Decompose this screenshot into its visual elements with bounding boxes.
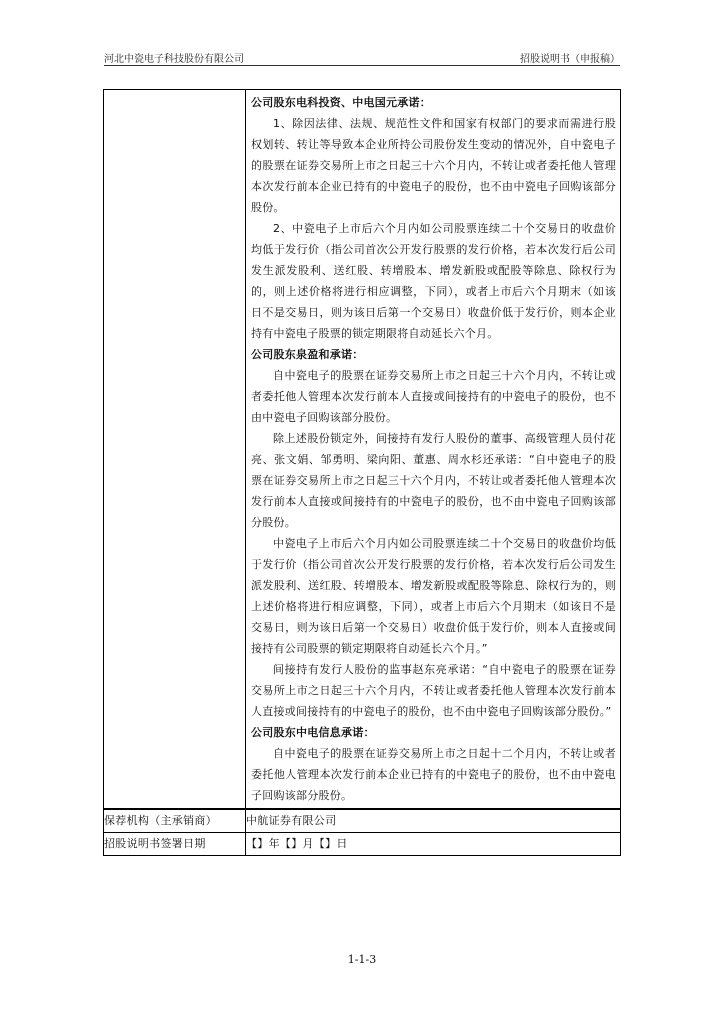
commitment-paragraph: 1、除因法律、法规、规范性文件和国家有权部门的要求而需进行股权划转、转让等导致本企业所持公司股份发生变动的情况外，自中瓷电子的股票在证券交易所上市之日起三十六个月内，不转让或者委托他人管理本次发行前本企业已持有的中瓷电子的股份，也不由中瓷电子回购该部分股份。 bbox=[251, 117, 616, 214]
sponsor-row bbox=[104, 809, 621, 833]
signing-date-label: 招股说明书签署日期 bbox=[104, 833, 246, 856]
signing-date-row bbox=[104, 833, 621, 856]
sponsor-label: 保荐机构（主承销商） bbox=[104, 809, 246, 833]
sponsor-value: 中航证券有限公司 bbox=[246, 809, 621, 833]
signing-date-value: 【】年【】月【】日 bbox=[246, 833, 621, 856]
commitment-paragraph: 除上述股份锁定外，间接持有发行人股份的董事、高级管理人员付花亮、张文娟、邹勇明、梁向阳、董惠、周水杉还承诺：“自中瓷电子的股票在证券交易所上市之日起三十六个月内，不转让或者委托他人管理本次发行前本人直接或间接持有的中瓷电子的股份，也不由中瓷电子回购该部分股份。 bbox=[251, 432, 616, 529]
commitment-paragraph: 自中瓷电子的股票在证券交易所上市之日起三十六个月内，不转让或者委托他人管理本次发行前本人直接或间接持有的中瓷电子的股份，也不由中瓷电子回购该部分股份。 bbox=[251, 369, 616, 424]
commitment-heading: 公司股东泉盈和承诺： bbox=[251, 348, 364, 361]
commitment-paragraph: 自中瓷电子的股票在证券交易所上市之日起十二个月内，不转让或者委托他人管理本次发行前本企业已持有的中瓷电子的股份，也不由中瓷电子回购该部分股份。 bbox=[251, 747, 616, 802]
header-rule bbox=[104, 65, 620, 66]
header-company-name: 河北中瓷电子科技股份有限公司 bbox=[104, 54, 244, 65]
header-document-type: 招股说明书（申报稿） bbox=[520, 54, 620, 65]
commitment-paragraph: 2、中瓷电子上市后六个月内如公司股票连续二十个交易日的收盘价均低于发行价（指公司首次公开发行股票的发行价格，若本次发行后公司发生派发股利、送红股、转增股本、增发新股或配股等除息、除权行为的，则上述价格将进行相应调整，下同），或者上市后六个月期末（如该日不是交易日，则为该日后第一个交易日）收盘价低于发行价，则本企业持有中瓷电子股票的锁定期限将自动延长六个月。 bbox=[251, 222, 616, 340]
commitment-heading: 公司股东电科投资、中电国元承诺： bbox=[251, 96, 431, 109]
commitment-paragraph: 间接持有发行人股份的监事赵东亮承诺：“自中瓷电子的股票在证券交易所上市之日起三十六个月内，不转让或者委托他人管理本次发行前本人直接或间接持有的中瓷电子的股份，也不由中瓷电子回购该部分股份。” bbox=[251, 663, 616, 718]
page-number: 1-1-3 bbox=[347, 953, 377, 966]
lockup-commitment-row bbox=[104, 90, 621, 810]
commitment-paragraph: 中瓷电子上市后六个月内如公司股票连续二十个交易日的收盘价均低于发行价（指公司首次公开发行股票的发行价格，若本次发行后公司发生派发股利、送红股、转增股本、增发新股或配股等除息、除权行为的，则上述价格将进行相应调整，下同），或者上市后六个月期末（如该日不是交易日，则为该日后第一个交易日）收盘价低于发行价，则本人直接或间接持有公司股票的锁定期限将自动延长六个月。” bbox=[251, 537, 616, 655]
lockup-label-cell bbox=[104, 90, 246, 810]
lockup-content-cell bbox=[246, 90, 621, 810]
commitment-text-block bbox=[246, 90, 620, 808]
prospectus-summary-table bbox=[103, 89, 621, 856]
commitment-heading: 公司股东中电信息承诺： bbox=[251, 726, 375, 739]
